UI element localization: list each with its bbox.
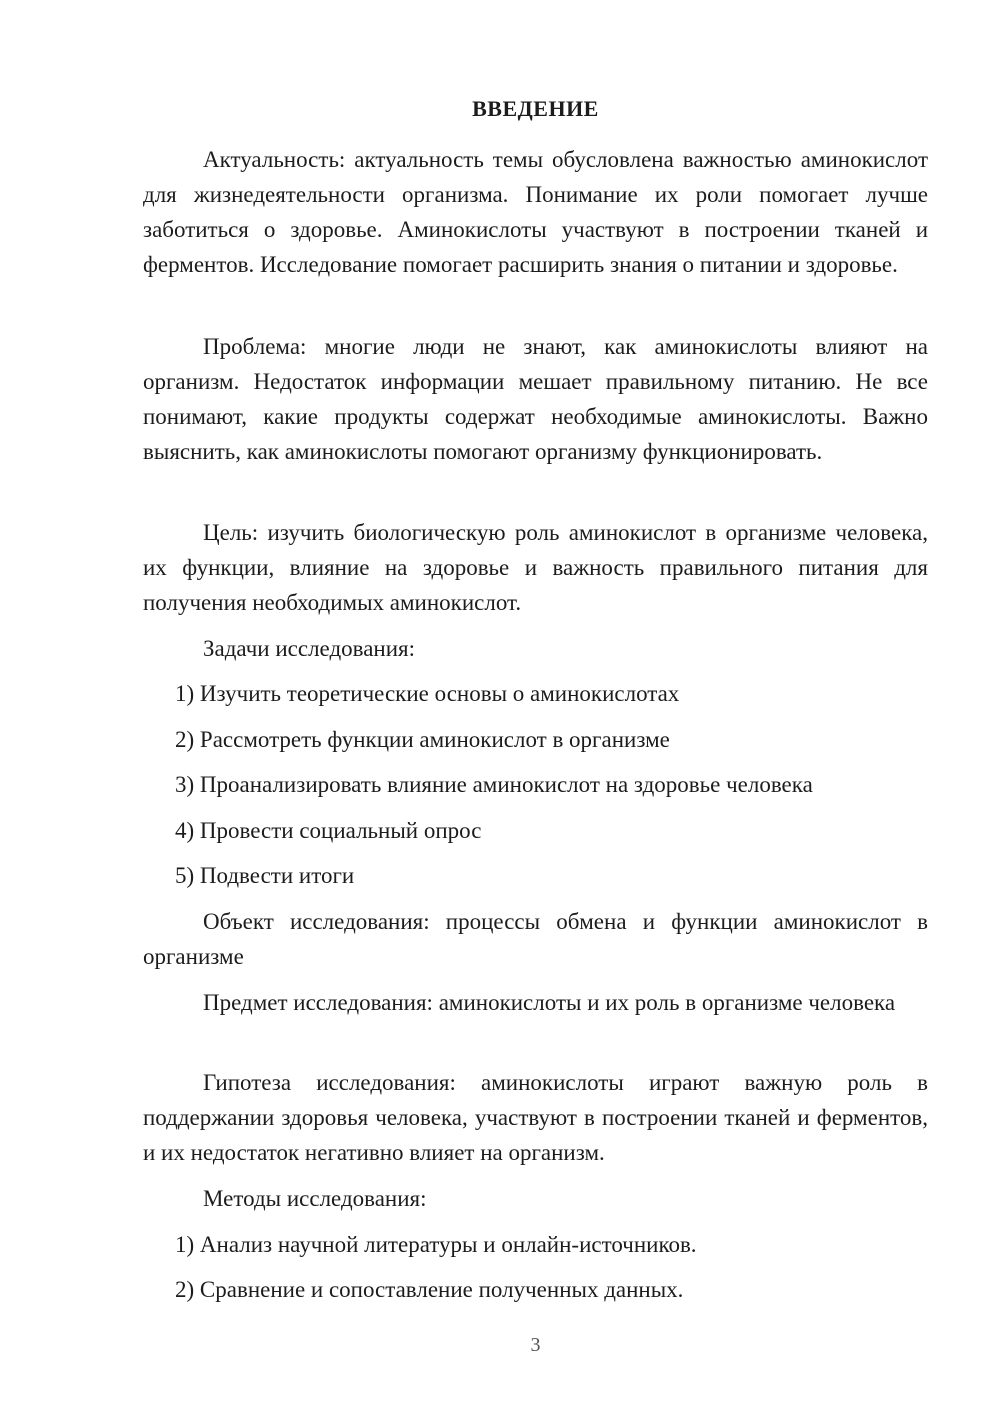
task-item: 1) Изучить теоретические основы о аминокислотах (175, 681, 680, 706)
methods-heading: Методы исследования: (203, 1186, 427, 1211)
page-number: 3 (530, 1334, 541, 1356)
document-page (143, 0, 928, 1414)
task-item: 2) Рассмотреть функции аминокислот в организме (175, 727, 670, 752)
page-title: ВВЕДЕНИЕ (472, 96, 599, 121)
subject-paragraph: Предмет исследования: аминокислоты и их роль в организме человека (203, 990, 896, 1015)
method-item: 2) Сравнение и сопоставление полученных данных. (175, 1277, 684, 1302)
goal-paragraph: Цель: изучить биологическую роль аминокислот в организме человека, их функции, влияние на здоровье и важность правильного питания для получения необходимых аминокислот. (143, 520, 928, 615)
task-item: 4) Провести социальный опрос (175, 818, 482, 843)
hypothesis-paragraph: Гипотеза исследования: аминокислоты играют важную роль в поддержании здоровья человека, участвуют в построении тканей и ферментов, и их недостаток негативно влияет на организм. (143, 1070, 928, 1165)
relevance-paragraph: Актуальность: актуальность темы обусловлена важностью аминокислот для жизнедеятельности организма. Понимание их роли помогает лучше заботиться о здоровье. Аминокислоты участвуют в построении тканей и ферментов. Исследование помогает расширить знания о питании и здоровье. (143, 147, 928, 277)
task-item: 3) Проанализировать влияние аминокислот на здоровье человека (175, 772, 813, 797)
task-item: 5) Подвести итоги (175, 863, 355, 888)
tasks-heading: Задачи исследования: (203, 636, 416, 661)
problem-paragraph: Проблема: многие люди не знают, как аминокислоты влияют на организм. Недостаток информации мешает правильному питанию. Не все понимают, какие продукты содержат необходимые аминокислоты. Важно выяснить, как аминокислоты помогают организму функционировать. (143, 334, 928, 464)
method-item: 1) Анализ научной литературы и онлайн-источников. (175, 1232, 697, 1257)
object-paragraph: Объект исследования: процессы обмена и функции аминокислот в организме (143, 909, 928, 969)
